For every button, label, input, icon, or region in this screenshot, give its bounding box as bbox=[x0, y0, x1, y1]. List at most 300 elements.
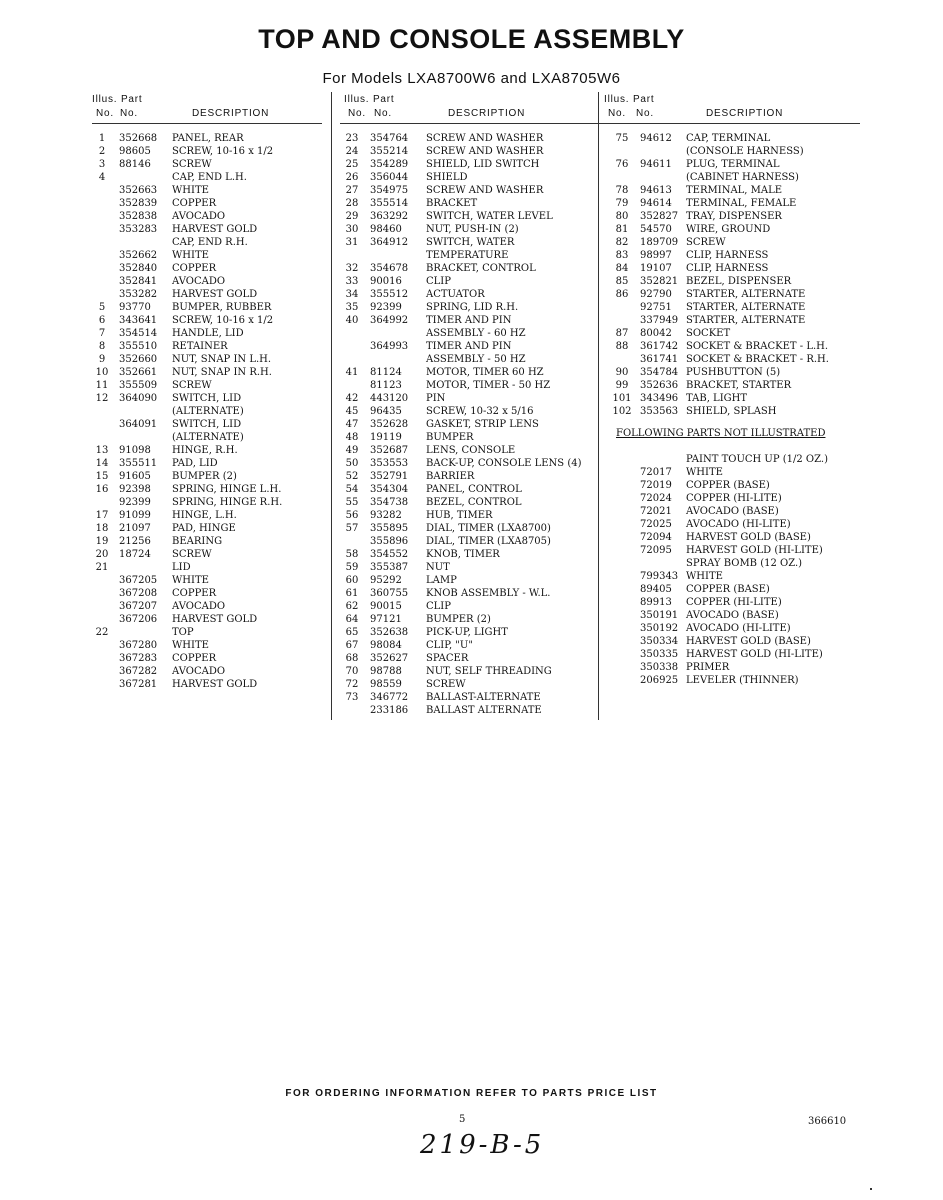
table-row bbox=[340, 262, 600, 275]
table-row bbox=[600, 648, 860, 661]
part-number: 72021 bbox=[640, 506, 672, 517]
table-row bbox=[340, 132, 600, 145]
illus-number: 3 bbox=[98, 159, 106, 170]
part-number: 356044 bbox=[370, 172, 409, 183]
illus-number: 31 bbox=[345, 237, 359, 248]
part-number: 206925 bbox=[640, 675, 679, 686]
illus-number: 56 bbox=[345, 510, 359, 521]
table-row bbox=[92, 249, 322, 262]
part-description: CLIP bbox=[426, 276, 451, 287]
document-number: 366610 bbox=[808, 1116, 847, 1127]
table-row bbox=[92, 145, 322, 158]
table-row bbox=[92, 353, 322, 366]
part-description: BEZEL, CONTROL bbox=[426, 497, 522, 508]
part-number: 94611 bbox=[640, 159, 672, 170]
part-number: 18724 bbox=[119, 549, 151, 560]
part-no-label: No. bbox=[636, 108, 654, 119]
table-row bbox=[340, 470, 600, 483]
part-description: TAB, LIGHT bbox=[686, 393, 748, 404]
illus-number: 19 bbox=[95, 536, 109, 547]
table-row bbox=[92, 561, 322, 574]
handwritten-note: 219-B-5 bbox=[420, 1130, 545, 1160]
part-number: 353553 bbox=[370, 458, 409, 469]
part-description: SCREW, 10-32 x 5/16 bbox=[426, 406, 534, 417]
table-row bbox=[92, 457, 322, 470]
table-row bbox=[92, 613, 322, 626]
illus-number: 4 bbox=[98, 172, 106, 183]
part-number: 353282 bbox=[119, 289, 158, 300]
illus-number: 68 bbox=[345, 653, 359, 664]
part-description: TOP bbox=[172, 627, 194, 638]
table-row bbox=[600, 197, 860, 210]
illus-number: 84 bbox=[615, 263, 629, 274]
illus-number: 2 bbox=[98, 146, 106, 157]
part-number: 364992 bbox=[370, 315, 409, 326]
table-row bbox=[340, 574, 600, 587]
table-row bbox=[92, 327, 322, 340]
part-number: 367206 bbox=[119, 614, 158, 625]
part-description: BRACKET, STARTER bbox=[686, 380, 792, 391]
part-number: 72017 bbox=[640, 467, 672, 478]
part-description: BUMPER bbox=[426, 432, 474, 443]
part-description: SCREW bbox=[172, 380, 212, 391]
parts-column-3 bbox=[600, 92, 860, 687]
table-row bbox=[600, 531, 860, 544]
part-number: 352840 bbox=[119, 263, 158, 274]
table-row bbox=[340, 626, 600, 639]
part-number: 93282 bbox=[370, 510, 402, 521]
part-description: AVOCADO bbox=[172, 276, 226, 287]
part-description: COPPER (HI-LITE) bbox=[686, 493, 782, 504]
part-number: 91098 bbox=[119, 445, 151, 456]
table-row bbox=[340, 587, 600, 600]
part-number: 98460 bbox=[370, 224, 402, 235]
table-row bbox=[92, 470, 322, 483]
part-number: 352627 bbox=[370, 653, 409, 664]
part-description: BRACKET, CONTROL bbox=[426, 263, 536, 274]
part-description: CLIP, HARNESS bbox=[686, 250, 769, 261]
part-description: MOTOR, TIMER 60 HZ bbox=[426, 367, 544, 378]
illus-number: 26 bbox=[345, 172, 359, 183]
table-row bbox=[92, 639, 322, 652]
part-description: BALLAST ALTERNATE bbox=[426, 705, 542, 716]
part-description: SHIELD bbox=[426, 172, 468, 183]
part-description: HARVEST GOLD (HI-LITE) bbox=[686, 545, 823, 556]
part-description: SWITCH, WATER bbox=[426, 237, 515, 248]
parts-rows bbox=[600, 132, 860, 418]
no-label: No. bbox=[96, 108, 114, 119]
illus-number: 101 bbox=[612, 393, 632, 404]
illus-number: 49 bbox=[345, 445, 359, 456]
part-description: COPPER bbox=[172, 588, 217, 599]
table-row bbox=[600, 492, 860, 505]
part-description: SPRAY BOMB (12 OZ.) bbox=[686, 558, 803, 569]
part-number: 355896 bbox=[370, 536, 409, 547]
part-description: WHITE bbox=[686, 467, 723, 478]
part-number: 92399 bbox=[119, 497, 151, 508]
table-row bbox=[600, 353, 860, 366]
illus-number: 18 bbox=[95, 523, 109, 534]
illus-number: 5 bbox=[98, 302, 106, 313]
table-row bbox=[340, 509, 600, 522]
illus-number: 58 bbox=[345, 549, 359, 560]
illus-number: 79 bbox=[615, 198, 629, 209]
parts-column-2 bbox=[340, 92, 600, 717]
table-row bbox=[92, 548, 322, 561]
part-description: TERMINAL, FEMALE bbox=[686, 198, 797, 209]
part-number: 354289 bbox=[370, 159, 409, 170]
illus-number: 80 bbox=[615, 211, 629, 222]
part-number: 354975 bbox=[370, 185, 409, 196]
part-description: LAMP bbox=[426, 575, 457, 586]
illus-number: 88 bbox=[615, 341, 629, 352]
part-number: 360755 bbox=[370, 588, 409, 599]
illus-number: 61 bbox=[345, 588, 359, 599]
table-row bbox=[92, 171, 322, 184]
part-number: 346772 bbox=[370, 692, 409, 703]
part-description: PANEL, REAR bbox=[172, 133, 244, 144]
table-row bbox=[600, 366, 860, 379]
illus-number: 75 bbox=[615, 133, 629, 144]
part-description: STARTER, ALTERNATE bbox=[686, 302, 806, 313]
illus-number: 86 bbox=[615, 289, 629, 300]
table-row bbox=[600, 557, 860, 570]
part-description: AVOCADO (HI-LITE) bbox=[686, 519, 791, 530]
table-row bbox=[340, 639, 600, 652]
table-row bbox=[600, 466, 860, 479]
part-description: CAP, END R.H. bbox=[172, 237, 248, 248]
table-row bbox=[340, 548, 600, 561]
part-description: HUB, TIMER bbox=[426, 510, 493, 521]
table-row bbox=[600, 622, 860, 635]
part-description: TEMPERATURE bbox=[426, 250, 509, 261]
table-row bbox=[92, 158, 322, 171]
part-description: (ALTERNATE) bbox=[172, 432, 244, 443]
table-row bbox=[600, 184, 860, 197]
part-number: 350338 bbox=[640, 662, 679, 673]
part-number: 350192 bbox=[640, 623, 679, 634]
illus-number: 41 bbox=[345, 367, 359, 378]
table-row bbox=[340, 392, 600, 405]
part-number: 89913 bbox=[640, 597, 672, 608]
header-rule bbox=[340, 123, 600, 124]
part-number: 72094 bbox=[640, 532, 672, 543]
illus-number: 34 bbox=[345, 289, 359, 300]
table-row bbox=[600, 379, 860, 392]
illus-number: 29 bbox=[345, 211, 359, 222]
part-number: 92790 bbox=[640, 289, 672, 300]
table-row bbox=[600, 262, 860, 275]
part-number: 355387 bbox=[370, 562, 409, 573]
part-description: PANEL, CONTROL bbox=[426, 484, 522, 495]
table-row bbox=[340, 327, 600, 340]
part-description: AVOCADO (BASE) bbox=[686, 506, 779, 517]
part-number: 367281 bbox=[119, 679, 158, 690]
illus-number: 48 bbox=[345, 432, 359, 443]
part-number: 94612 bbox=[640, 133, 672, 144]
table-row bbox=[600, 596, 860, 609]
part-description: SPRING, HINGE L.H. bbox=[172, 484, 282, 495]
table-row bbox=[600, 479, 860, 492]
part-description: AVOCADO (HI-LITE) bbox=[686, 623, 791, 634]
table-row bbox=[600, 223, 860, 236]
table-row bbox=[92, 405, 322, 418]
illus-number: 8 bbox=[98, 341, 106, 352]
part-number: 361742 bbox=[640, 341, 679, 352]
part-number: 354552 bbox=[370, 549, 409, 560]
table-row bbox=[340, 223, 600, 236]
part-number: 21256 bbox=[119, 536, 151, 547]
part-number: 92399 bbox=[370, 302, 402, 313]
illus-number: 55 bbox=[345, 497, 359, 508]
part-description: BUMPER (2) bbox=[172, 471, 237, 482]
part-number: 353283 bbox=[119, 224, 158, 235]
illus-number: 99 bbox=[615, 380, 629, 391]
part-number: 98084 bbox=[370, 640, 402, 651]
table-row bbox=[600, 392, 860, 405]
illus-number: 82 bbox=[615, 237, 629, 248]
part-description: TIMER AND PIN bbox=[426, 341, 512, 352]
illus-number: 1 bbox=[98, 133, 106, 144]
table-row bbox=[340, 353, 600, 366]
column-header bbox=[600, 92, 860, 124]
scan-speck bbox=[870, 1188, 872, 1190]
part-description: LID bbox=[172, 562, 191, 573]
table-row bbox=[340, 665, 600, 678]
illus-number: 32 bbox=[345, 263, 359, 274]
part-number: 90016 bbox=[370, 276, 402, 287]
table-row bbox=[340, 366, 600, 379]
page-title: TOP AND CONSOLE ASSEMBLY bbox=[258, 24, 685, 54]
part-number: 352791 bbox=[370, 471, 409, 482]
part-description: KNOB ASSEMBLY - W.L. bbox=[426, 588, 551, 599]
part-number: 354514 bbox=[119, 328, 158, 339]
part-number: 799343 bbox=[640, 571, 679, 582]
part-description: HARVEST GOLD bbox=[172, 614, 258, 625]
part-description: CLIP bbox=[426, 601, 451, 612]
illus-number: 16 bbox=[95, 484, 109, 495]
illus-number: 47 bbox=[345, 419, 359, 430]
table-row bbox=[340, 418, 600, 431]
illus-number: 60 bbox=[345, 575, 359, 586]
table-row bbox=[340, 379, 600, 392]
part-description: BRACKET bbox=[426, 198, 478, 209]
part-number: 92398 bbox=[119, 484, 151, 495]
part-number: 367280 bbox=[119, 640, 158, 651]
part-number: 367205 bbox=[119, 575, 158, 586]
column-divider bbox=[331, 92, 332, 720]
part-number: 98788 bbox=[370, 666, 402, 677]
table-row bbox=[340, 457, 600, 470]
part-description: MOTOR, TIMER - 50 HZ bbox=[426, 380, 551, 391]
part-number: 98559 bbox=[370, 679, 402, 690]
table-row bbox=[92, 132, 322, 145]
header-rule bbox=[92, 123, 322, 124]
table-row bbox=[600, 518, 860, 531]
part-number: 72019 bbox=[640, 480, 672, 491]
table-row bbox=[340, 483, 600, 496]
table-row bbox=[340, 158, 600, 171]
part-description: ACTUATOR bbox=[426, 289, 485, 300]
part-number: 352841 bbox=[119, 276, 158, 287]
illus-number: 13 bbox=[95, 445, 109, 456]
part-number: 352821 bbox=[640, 276, 679, 287]
table-row bbox=[340, 431, 600, 444]
part-description: STARTER, ALTERNATE bbox=[686, 315, 806, 326]
part-description: COPPER (HI-LITE) bbox=[686, 597, 782, 608]
part-description: COPPER (BASE) bbox=[686, 584, 770, 595]
illus-number: 57 bbox=[345, 523, 359, 534]
illus-number: 81 bbox=[615, 224, 629, 235]
illus-part-label: Illus. Part bbox=[344, 94, 395, 105]
table-row bbox=[92, 210, 322, 223]
table-row bbox=[92, 379, 322, 392]
part-description: CLIP, "U" bbox=[426, 640, 473, 651]
part-description: NUT bbox=[426, 562, 450, 573]
part-description: STARTER, ALTERNATE bbox=[686, 289, 806, 300]
part-number: 337949 bbox=[640, 315, 679, 326]
part-number: 91605 bbox=[119, 471, 151, 482]
part-description: HINGE, L.H. bbox=[172, 510, 237, 521]
part-description: SCREW bbox=[426, 679, 466, 690]
part-description: HINGE, R.H. bbox=[172, 445, 238, 456]
part-description: PRIMER bbox=[686, 662, 730, 673]
table-row bbox=[92, 483, 322, 496]
ordering-footer: FOR ORDERING INFORMATION REFER TO PARTS PRICE LIST bbox=[285, 1088, 658, 1099]
illus-number: 9 bbox=[98, 354, 106, 365]
illus-number: 54 bbox=[345, 484, 359, 495]
table-row bbox=[600, 453, 860, 466]
illus-number: 23 bbox=[345, 133, 359, 144]
table-row bbox=[600, 236, 860, 249]
part-description: SWITCH, WATER LEVEL bbox=[426, 211, 553, 222]
part-number: 189709 bbox=[640, 237, 679, 248]
part-description: SCREW AND WASHER bbox=[426, 146, 544, 157]
table-row bbox=[600, 132, 860, 145]
part-description: WHITE bbox=[172, 640, 209, 651]
column-header bbox=[340, 92, 600, 124]
part-number: 367207 bbox=[119, 601, 158, 612]
part-number: 93770 bbox=[119, 302, 151, 313]
table-row bbox=[600, 674, 860, 687]
illus-number: 67 bbox=[345, 640, 359, 651]
table-row bbox=[340, 561, 600, 574]
part-description: SCREW bbox=[686, 237, 726, 248]
table-row bbox=[92, 366, 322, 379]
table-row bbox=[340, 704, 600, 717]
part-number: 95292 bbox=[370, 575, 402, 586]
illus-number: 70 bbox=[345, 666, 359, 677]
part-number: 350334 bbox=[640, 636, 679, 647]
part-description: HARVEST GOLD bbox=[172, 679, 258, 690]
illus-number: 83 bbox=[615, 250, 629, 261]
part-description: SOCKET bbox=[686, 328, 731, 339]
part-number: 364993 bbox=[370, 341, 409, 352]
illus-number: 28 bbox=[345, 198, 359, 209]
illus-number: 17 bbox=[95, 510, 109, 521]
table-row bbox=[340, 522, 600, 535]
table-row bbox=[92, 496, 322, 509]
illus-number: 21 bbox=[95, 562, 109, 573]
part-number: 92751 bbox=[640, 302, 672, 313]
part-description: DIAL, TIMER (LXA8705) bbox=[426, 536, 551, 547]
part-number: 355512 bbox=[370, 289, 409, 300]
part-description: AVOCADO bbox=[172, 211, 226, 222]
part-number: 367282 bbox=[119, 666, 158, 677]
part-description: PAINT TOUCH UP (1/2 OZ.) bbox=[686, 454, 828, 465]
part-number: 364912 bbox=[370, 237, 409, 248]
table-row bbox=[600, 210, 860, 223]
table-row bbox=[340, 405, 600, 418]
illus-number: 90 bbox=[615, 367, 629, 378]
part-number: 94614 bbox=[640, 198, 672, 209]
part-number: 21097 bbox=[119, 523, 151, 534]
illus-number: 87 bbox=[615, 328, 629, 339]
table-row bbox=[340, 210, 600, 223]
table-row bbox=[340, 691, 600, 704]
part-description: TIMER AND PIN bbox=[426, 315, 512, 326]
table-row bbox=[340, 314, 600, 327]
table-row bbox=[92, 665, 322, 678]
part-description: HARVEST GOLD bbox=[172, 224, 258, 235]
illus-number: 50 bbox=[345, 458, 359, 469]
part-description: HARVEST GOLD (HI-LITE) bbox=[686, 649, 823, 660]
part-number: 443120 bbox=[370, 393, 409, 404]
no-label: No. bbox=[348, 108, 366, 119]
part-description: SCREW bbox=[172, 549, 212, 560]
table-row bbox=[340, 340, 600, 353]
table-row bbox=[92, 275, 322, 288]
illus-number: 10 bbox=[95, 367, 109, 378]
part-description: HARVEST GOLD (BASE) bbox=[686, 532, 811, 543]
part-description: BEZEL, DISPENSER bbox=[686, 276, 792, 287]
parts-rows bbox=[92, 132, 322, 691]
part-number: 91099 bbox=[119, 510, 151, 521]
illus-number: 59 bbox=[345, 562, 359, 573]
table-row bbox=[600, 158, 860, 171]
illus-number: 64 bbox=[345, 614, 359, 625]
table-row bbox=[340, 184, 600, 197]
part-number: 355214 bbox=[370, 146, 409, 157]
part-number: 352838 bbox=[119, 211, 158, 222]
part-description: CAP, TERMINAL bbox=[686, 133, 771, 144]
not-illustrated-heading: FOLLOWING PARTS NOT ILLUSTRATED bbox=[616, 428, 826, 439]
part-description: NUT, SNAP IN R.H. bbox=[172, 367, 272, 378]
part-description: NUT, SNAP IN L.H. bbox=[172, 354, 272, 365]
part-number: 72024 bbox=[640, 493, 672, 504]
part-description: BUMPER, RUBBER bbox=[172, 302, 272, 313]
table-row bbox=[600, 288, 860, 301]
illus-part-label: Illus. Part bbox=[92, 94, 143, 105]
part-number: 353563 bbox=[640, 406, 679, 417]
illus-number: 85 bbox=[615, 276, 629, 287]
illus-number: 73 bbox=[345, 692, 359, 703]
part-description: SCREW bbox=[172, 159, 212, 170]
table-row bbox=[92, 184, 322, 197]
table-row bbox=[600, 340, 860, 353]
part-description: SOCKET & BRACKET - L.H. bbox=[686, 341, 829, 352]
part-number: 367208 bbox=[119, 588, 158, 599]
part-description: GASKET, STRIP LENS bbox=[426, 419, 539, 430]
table-row bbox=[92, 626, 322, 639]
part-number: 352660 bbox=[119, 354, 158, 365]
part-description: BACK-UP, CONSOLE LENS (4) bbox=[426, 458, 582, 469]
illus-number: 62 bbox=[345, 601, 359, 612]
table-row bbox=[92, 197, 322, 210]
part-description: PIN bbox=[426, 393, 446, 404]
table-row bbox=[92, 600, 322, 613]
illus-number: 24 bbox=[345, 146, 359, 157]
